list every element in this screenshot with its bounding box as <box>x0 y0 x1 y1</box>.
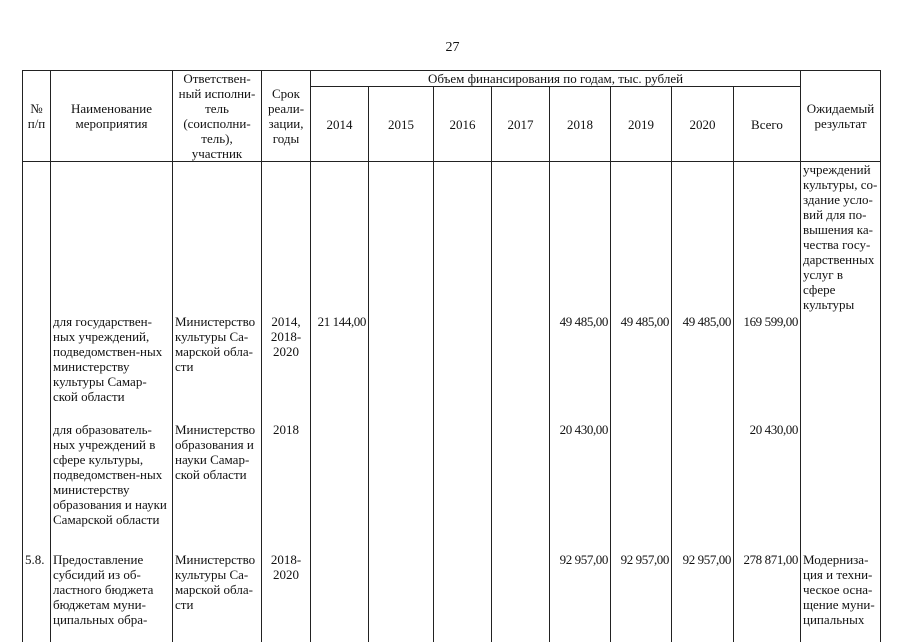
header-number: № п/п <box>23 71 51 162</box>
row-responsible: Министерство культуры Са-марской обла-сти <box>173 312 262 420</box>
row-value-2016 <box>434 420 492 550</box>
row-value-2018 <box>550 162 611 313</box>
row-value-2020 <box>672 420 734 550</box>
row-value-2017 <box>492 420 550 550</box>
header-term: Срок реали-зации, годы <box>262 71 311 162</box>
header-year: 2015 <box>369 87 434 162</box>
row-value-2015 <box>369 420 434 550</box>
row-value-2016 <box>434 162 492 313</box>
row-value-2019: 92 957,00 <box>611 550 672 642</box>
row-expected-result <box>801 420 881 550</box>
row-term: 2018 <box>262 420 311 550</box>
row-value-2017 <box>492 312 550 420</box>
row-term <box>262 162 311 313</box>
row-value-2019 <box>611 420 672 550</box>
row-responsible: Министерство образования и науки Самар-ской области <box>173 420 262 550</box>
table-row <box>23 162 881 313</box>
row-value-2016 <box>434 550 492 642</box>
row-value-2017 <box>492 162 550 313</box>
row-expected-result: учреждений культуры, со-здание усло-вий для по-вышения ка-чества госу-дарственных услуг в сфере культуры <box>801 162 881 313</box>
row-term: 2014, 2018-2020 <box>262 312 311 420</box>
header-total: Всего <box>734 87 801 162</box>
row-value-total: 169 599,00 <box>734 312 801 420</box>
row-number <box>23 162 51 313</box>
header-responsible: Ответствен-ный исполни-тель (соисполни-тель), участник <box>173 71 262 162</box>
row-activity-name: Предоставление субсидий из об-ластного бюджета бюджетам муни-ципальных обра- <box>51 550 173 642</box>
row-value-total: 20 430,00 <box>734 420 801 550</box>
row-number: 5.8. <box>23 550 51 642</box>
row-value-total: 278 871,00 <box>734 550 801 642</box>
table-row <box>23 420 881 550</box>
row-responsible: Министерство культуры Са-марской обла-сти <box>173 550 262 642</box>
row-value-2018: 20 430,00 <box>550 420 611 550</box>
header-financing-group: Объем финансирования по годам, тыс. рублей <box>311 71 801 87</box>
header-expected-result: Ожидаемый результат <box>801 71 881 162</box>
row-number <box>23 312 51 420</box>
row-value-2018: 49 485,00 <box>550 312 611 420</box>
header-year: 2016 <box>434 87 492 162</box>
header-year: 2014 <box>311 87 369 162</box>
row-value-2017 <box>492 550 550 642</box>
row-value-total <box>734 162 801 313</box>
header-year: 2017 <box>492 87 550 162</box>
row-value-2014 <box>311 550 369 642</box>
row-value-2020: 92 957,00 <box>672 550 734 642</box>
row-activity-name: для государствен-ных учреждений, подведомствен-ных министерству культуры Самар-ской области <box>51 312 173 420</box>
row-value-2019 <box>611 162 672 313</box>
row-value-2018: 92 957,00 <box>550 550 611 642</box>
header-year: 2018 <box>550 87 611 162</box>
table-row <box>23 312 881 420</box>
header-activity-name: Наименование мероприятия <box>51 71 173 162</box>
header-year: 2019 <box>611 87 672 162</box>
table-row <box>23 550 881 642</box>
row-value-2019: 49 485,00 <box>611 312 672 420</box>
row-value-2020: 49 485,00 <box>672 312 734 420</box>
row-value-2014 <box>311 162 369 313</box>
row-activity-name <box>51 162 173 313</box>
row-value-2020 <box>672 162 734 313</box>
financing-table <box>22 70 881 642</box>
page-number: 27 <box>445 40 460 55</box>
row-value-2014: 21 144,00 <box>311 312 369 420</box>
header-year: 2020 <box>672 87 734 162</box>
row-term: 2018-2020 <box>262 550 311 642</box>
row-expected-result: Модерниза-ция и техни-ческое осна-щение муни-ципальных <box>801 550 881 642</box>
row-responsible <box>173 162 262 313</box>
row-value-2015 <box>369 162 434 313</box>
row-value-2014 <box>311 420 369 550</box>
row-value-2015 <box>369 312 434 420</box>
row-activity-name: для образователь-ных учреждений в сфере культуры, подведомствен-ных министерству образования и науки Самарской области <box>51 420 173 550</box>
row-value-2015 <box>369 550 434 642</box>
row-value-2016 <box>434 312 492 420</box>
row-number <box>23 420 51 550</box>
row-expected-result <box>801 312 881 420</box>
